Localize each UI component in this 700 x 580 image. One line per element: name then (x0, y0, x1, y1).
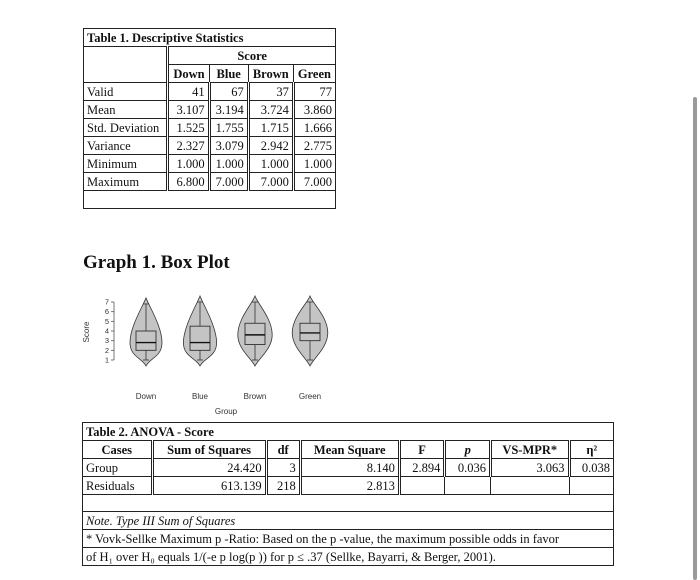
cell: 3.063 (491, 459, 569, 477)
table2-caption: Table 2. ANOVA - Score (83, 423, 614, 441)
cell: 3.107 (168, 101, 209, 119)
table-row (84, 119, 336, 137)
cell: 37 (248, 83, 293, 101)
table1-caption: Table 1. Descriptive Statistics (84, 29, 336, 47)
cell: 2.894 (399, 459, 445, 477)
cell: 1.666 (293, 119, 335, 137)
box-iqr (136, 331, 156, 350)
graph-title: Graph 1. Box Plot (83, 252, 230, 273)
x-tick-label: Down (135, 392, 157, 401)
violins (130, 296, 328, 366)
cell: 2.942 (248, 137, 293, 155)
cell: 1.000 (168, 155, 209, 173)
row-label: Mean (84, 101, 168, 119)
table2-footnote-line2: of H₁ over H₀ equals 1/(-e p log(p )) for p ≤ .37 (Sellke, Bayarri, & Berger, 2001). (83, 548, 614, 566)
cell: 7.000 (248, 173, 293, 191)
cell: 3.724 (248, 101, 293, 119)
row-label: Group (83, 459, 153, 477)
anova-table (82, 422, 614, 566)
cell (491, 477, 569, 495)
table2-col-header: Mean Square (300, 441, 399, 459)
cell: 0.036 (445, 459, 491, 477)
cell: 77 (293, 83, 335, 101)
y-tick-label: 3 (104, 336, 109, 346)
table2-footnote-line1: * Vovk-Sellke Maximum p -Ratio: Based on the p -value, the maximum possible odds in favor (83, 530, 614, 548)
table1-corner (84, 47, 168, 65)
row-label: Valid (84, 83, 168, 101)
cell: 24.420 (152, 459, 266, 477)
y-tick-label: 4 (104, 326, 109, 336)
cell: 3.860 (293, 101, 335, 119)
box-iqr (245, 323, 265, 344)
cell: 2.813 (300, 477, 399, 495)
cell: 1.000 (248, 155, 293, 173)
table2-spacer (83, 495, 614, 512)
box-iqr (190, 326, 210, 350)
descriptive-statistics-table (83, 28, 336, 209)
table-row (84, 101, 336, 119)
table-row (83, 477, 614, 495)
x-tick-label: Brown (243, 392, 267, 401)
table1-col-header: Blue (209, 65, 248, 83)
cell: 1.715 (248, 119, 293, 137)
table-row (84, 173, 336, 191)
table2-col-header: Cases (83, 441, 153, 459)
x-tick-labels (136, 392, 321, 401)
table2-col-header: df (266, 441, 300, 459)
cell (569, 477, 614, 495)
cell: 218 (266, 477, 300, 495)
y-tick-label: 2 (104, 345, 109, 355)
cell: 6.800 (168, 173, 209, 191)
y-tick-label: 1 (104, 355, 109, 365)
row-label: Variance (84, 137, 168, 155)
row-label: Maximum (84, 173, 168, 191)
table1-corner-2 (84, 65, 168, 83)
y-ticks (105, 298, 114, 365)
cell (399, 477, 445, 495)
table1-group-header: Score (168, 47, 336, 65)
cell: 3.079 (209, 137, 248, 155)
table1-col-header: Green (293, 65, 335, 83)
table2-col-header: VS-MPR* (491, 441, 569, 459)
scrollbar-thumb[interactable] (693, 97, 697, 580)
cell: 2.327 (168, 137, 209, 155)
y-axis-label: Score (82, 321, 91, 343)
table-row (83, 459, 614, 477)
cell: 7.000 (293, 173, 335, 191)
table-row (84, 83, 336, 101)
cell: 1.000 (293, 155, 335, 173)
cell: 8.140 (300, 459, 399, 477)
cell: 41 (168, 83, 209, 101)
cell: 0.038 (569, 459, 614, 477)
y-tick-label: 6 (104, 307, 109, 317)
cell: 1.525 (168, 119, 209, 137)
row-label: Residuals (83, 477, 153, 495)
row-label: Std. Deviation (84, 119, 168, 137)
cell: 3 (266, 459, 300, 477)
table1-empty-footer (84, 191, 336, 209)
box-plot (78, 282, 348, 422)
row-label: Minimum (84, 155, 168, 173)
cell: 2.775 (293, 137, 335, 155)
table1-col-header: Down (168, 65, 209, 83)
x-axis-label: Group (214, 407, 238, 416)
table2-note: Note. Type III Sum of Squares (83, 512, 614, 530)
cell: 67 (209, 83, 248, 101)
table2-col-header: Sum of Squares (152, 441, 266, 459)
cell: 7.000 (209, 173, 248, 191)
x-tick-label: Green (298, 392, 322, 401)
box-iqr (300, 323, 320, 340)
table-row (84, 155, 336, 173)
cell: 3.194 (209, 101, 248, 119)
y-tick-label: 7 (104, 297, 109, 307)
table2-col-header: p (445, 441, 491, 459)
x-tick-label: Blue (191, 392, 209, 401)
cell: 1.000 (209, 155, 248, 173)
scrollbar[interactable] (690, 0, 700, 580)
cell (445, 477, 491, 495)
cell: 613.139 (152, 477, 266, 495)
table2-col-header: F (399, 441, 445, 459)
table-row (84, 137, 336, 155)
y-tick-label: 5 (104, 316, 109, 326)
cell: 1.755 (209, 119, 248, 137)
table1-col-header: Brown (248, 65, 293, 83)
table2-col-header: η² (569, 441, 614, 459)
